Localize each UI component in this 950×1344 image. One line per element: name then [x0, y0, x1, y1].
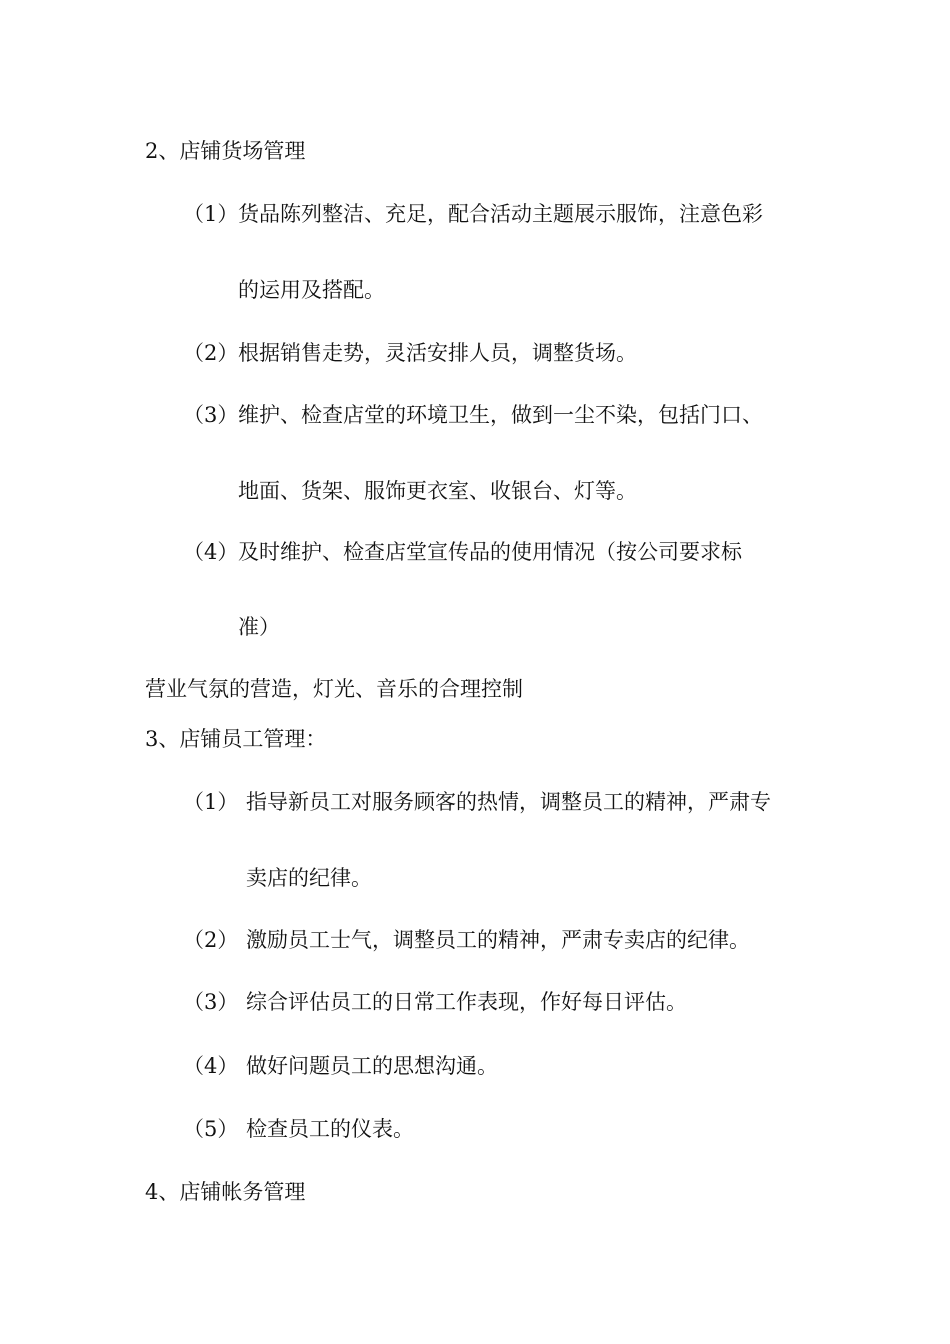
item-text: 指导新员工对服务顾客的热情，调整员工的精神，严肃专 [246, 790, 771, 814]
item-text: 检查员工的仪表。 [246, 1117, 414, 1141]
item-text: 根据销售走势，灵活安排人员，调整货场。 [238, 341, 637, 365]
item-number: （3） [183, 990, 239, 1014]
item-text: 货品陈列整洁、充足，配合活动主题展示服饰，注意色彩 [238, 202, 763, 226]
item-number: （1） [183, 202, 239, 226]
item-text-continuation: 准） [238, 615, 280, 639]
item-text-continuation: 卖店的纪律。 [246, 866, 372, 890]
item-text: 综合评估员工的日常工作表现，作好每日评估。 [246, 990, 687, 1014]
item-number: （4） [183, 540, 239, 564]
item-number: （2） [183, 928, 239, 952]
item-text-continuation: 的运用及搭配。 [238, 278, 385, 302]
item-number: （2） [183, 341, 239, 365]
item-text-continuation: 地面、货架、服饰更衣室、收银台、灯等。 [238, 479, 637, 503]
section-3-heading: 3、店铺员工管理： [145, 727, 327, 751]
item-number: （1） [183, 790, 239, 814]
item-text: 维护、检查店堂的环境卫生，做到一尘不染，包括门口、 [238, 403, 763, 427]
item-number: （3） [183, 403, 239, 427]
item-number: （4） [183, 1054, 239, 1078]
section-4-heading: 4、店铺帐务管理 [145, 1180, 306, 1204]
item-number: （5） [183, 1117, 239, 1141]
item-text: 激励员工士气，调整员工的精神，严肃专卖店的纪律。 [246, 928, 750, 952]
item-text: 及时维护、检查店堂宣传品的使用情况（按公司要求标 [238, 540, 742, 564]
item-text: 做好问题员工的思想沟通。 [246, 1054, 498, 1078]
section-2-heading: 2、店铺货场管理 [145, 139, 306, 163]
section-2-note: 营业气氛的营造，灯光、音乐的合理控制 [145, 677, 523, 701]
